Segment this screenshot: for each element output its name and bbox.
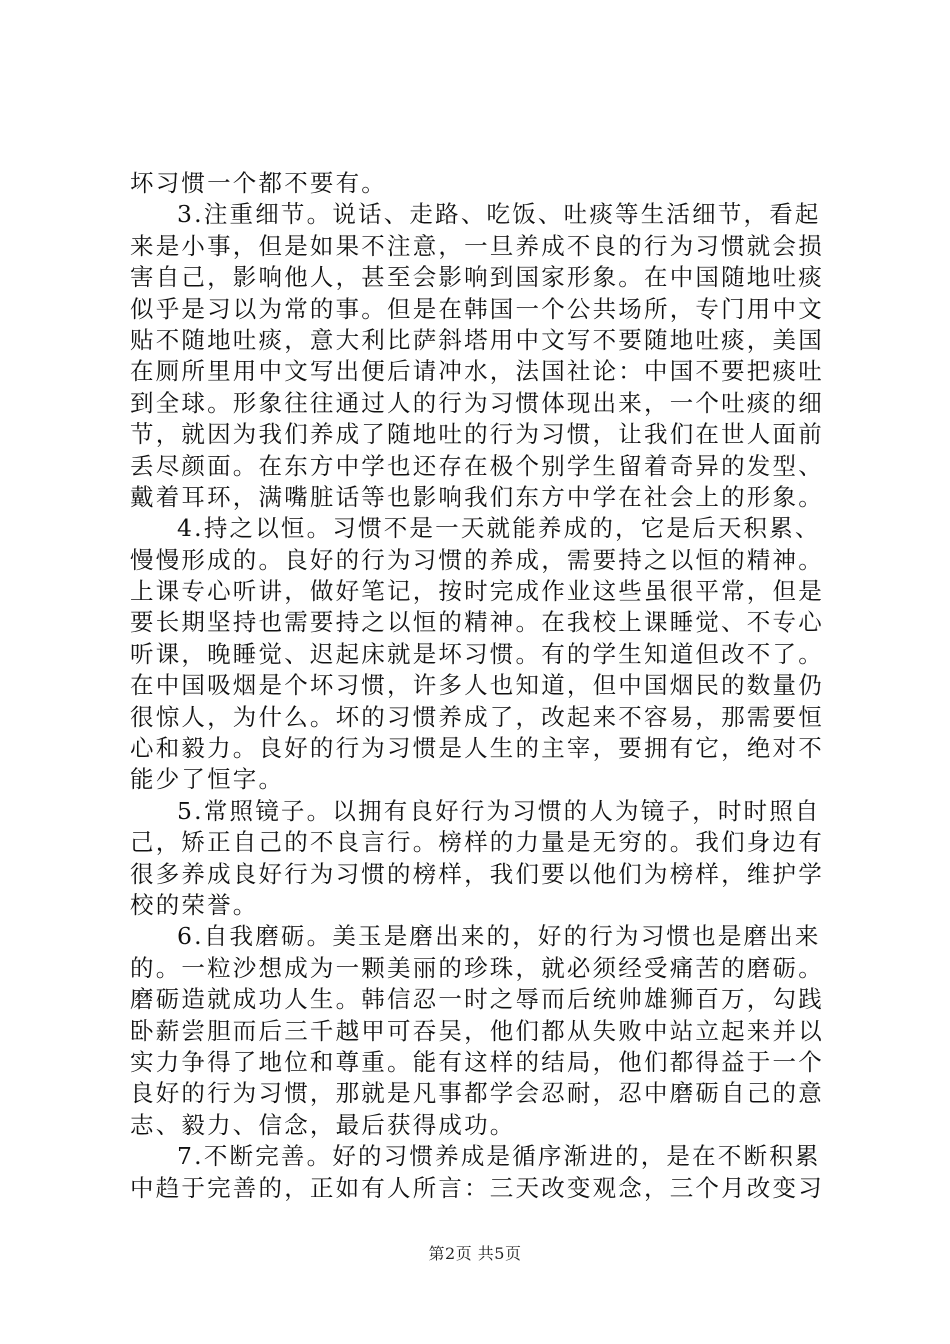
text-line: 丢尽颜面。在东方中学也还存在极个别学生留着奇异的发型、 [130,451,824,480]
paragraph-6-heading-line: 6.自我磨砺。美玉是磨出来的，好的行为习惯也是磨出来 [177,922,821,951]
paragraph-7-heading-line: 7.不断完善。好的习惯养成是循序渐进的，是在不断积累 [177,1142,821,1171]
text-line: 到全球。形象往往通过人的行为习惯体现出来，一个吐痰的细 [130,388,824,417]
text-line: 坏习惯一个都不要有。 [130,169,387,197]
text-line: 在厕所里用中文写出便后请冲水，法国社论：中国不要把痰吐 [130,357,824,386]
text-line: 害自己，影响他人，甚至会影响到国家形象。在中国随地吐痰 [130,263,824,292]
text-line: 戴着耳环，满嘴脏话等也影响我们东方中学在社会上的形象。 [130,482,824,511]
text-line: 慢慢形成的。良好的行为习惯的养成，需要持之以恒的精神。 [130,545,824,574]
text-line: 来是小事，但是如果不注意，一旦养成不良的行为习惯就会损 [130,231,824,260]
text-line: 实力争得了地位和尊重。能有这样的结局，他们都得益于一个 [130,1047,824,1076]
text-line: 上课专心听讲，做好笔记，按时完成作业这些虽很平常，但是 [130,577,824,606]
text-line: 似乎是习以为常的事。但是在韩国一个公共场所，专门用中文 [130,294,824,323]
text-line: 要长期坚持也需要持之以恒的精神。在我校上课睡觉、不专心 [130,608,824,637]
text-line: 很惊人，为什么。坏的习惯养成了，改起来不容易，那需要恒 [130,702,824,731]
paragraph-5-heading-line: 5.常照镜子。以拥有良好行为习惯的人为镜子，时时照自 [177,796,821,825]
text-line: 能少了恒字。 [130,765,285,794]
text-line: 很多养成良好行为习惯的榜样，我们要以他们为榜样，维护学 [130,859,824,888]
text-line: 卧薪尝胆而后三千越甲可吞吴，他们都从失败中站立起来并以 [130,1016,824,1045]
text-line: 磨砺造就成功人生。韩信忍一时之辱而后统帅雄狮百万，勾践 [130,985,824,1014]
page-number-footer: 第2页 共5页 [428,1244,522,1263]
paragraph-3-heading-line: 3.注重细节。说话、走路、吃饭、吐痰等生活细节，看起 [177,200,821,229]
text-line: 节，就因为我们养成了随地吐的行为习惯，让我们在世人面前 [130,420,824,449]
text-line: 心和毅力。良好的行为习惯是人生的主宰，要拥有它，绝对不 [130,734,824,763]
paragraph-4-heading-line: 4.持之以恒。习惯不是一天就能养成的，它是后天积累、 [177,514,821,543]
text-line: 志、毅力、信念，最后获得成功。 [130,1110,516,1139]
text-line: 在中国吸烟是个坏习惯，许多人也知道，但中国烟民的数量仍 [130,671,824,700]
text-line: 己，矫正自己的不良言行。榜样的力量是无穷的。我们身边有 [130,828,824,857]
body-text [130,168,830,1204]
text-line: 贴不随地吐痰，意大利比萨斜塔用中文写不要随地吐痰，美国 [130,325,824,354]
text-line: 听课，晚睡觉、迟起床就是坏习惯。有的学生知道但改不了。 [130,639,824,668]
text-line: 中趋于完善的，正如有人所言：三天改变观念，三个月改变习 [130,1173,824,1202]
text-line: 校的荣誉。 [130,890,259,919]
text-line: 的。一粒沙想成为一颗美丽的珍珠，就必须经受痛苦的磨砺。 [130,953,824,982]
text-line: 良好的行为习惯，那就是凡事都学会忍耐，忍中磨砺自己的意 [130,1079,824,1108]
